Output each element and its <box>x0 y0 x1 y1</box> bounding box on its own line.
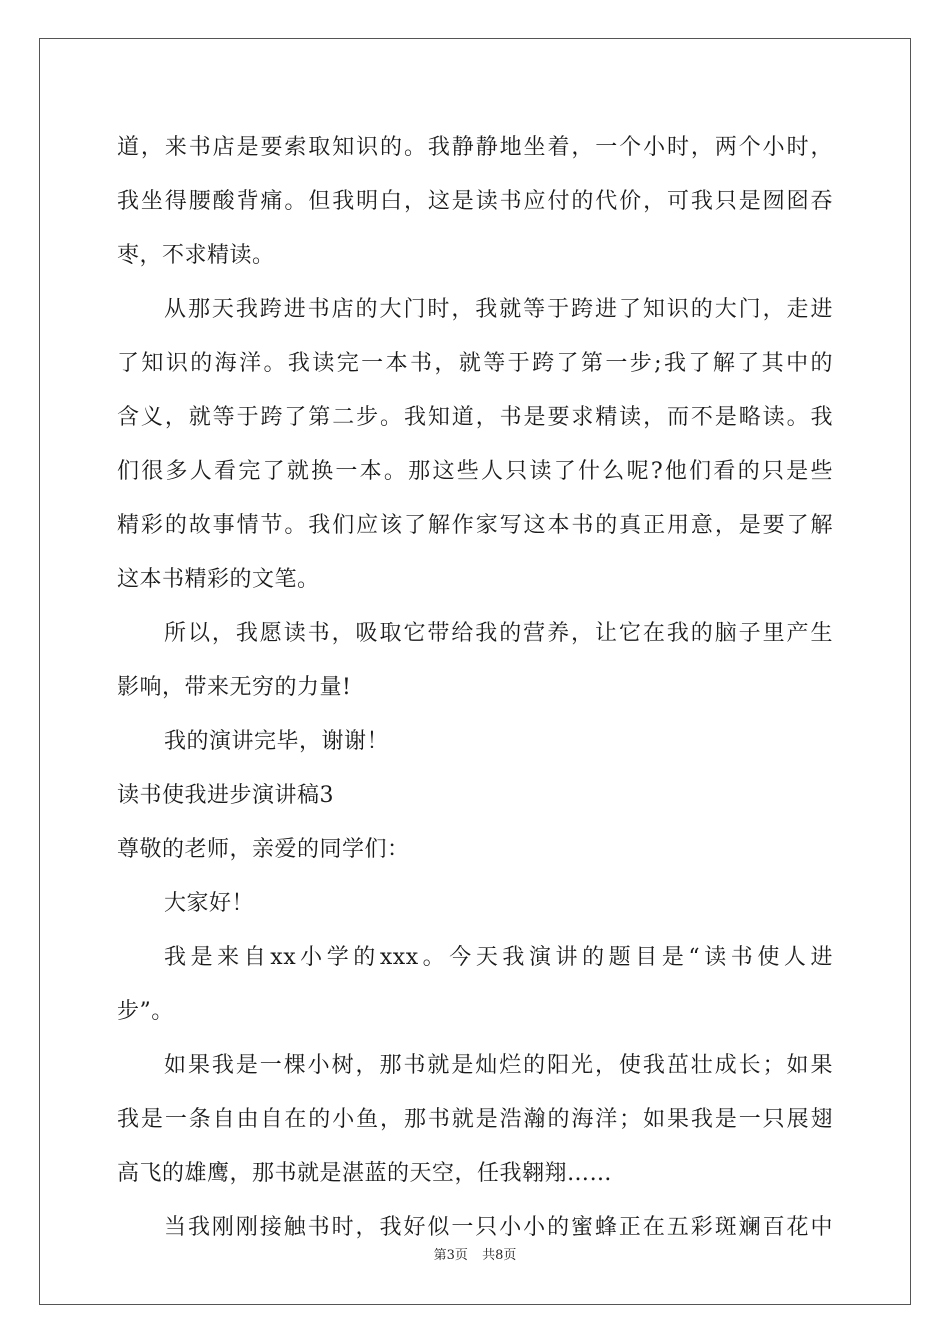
paragraph-start: 我是来自xx小学的xxx。今天我演讲的题目是“读书使人进 <box>164 945 833 970</box>
paragraph-start: 如果我是一棵小树，那书就是灿烂的阳光，使我茁壮成长；如果 <box>164 1053 833 1078</box>
text-line: 我坐得腰酸背痛。但我明白，这是读书应付的代价，可我只是囫囵吞 <box>117 189 833 214</box>
page-number: 第3页 <box>433 1248 468 1263</box>
document-body <box>117 121 833 1255</box>
page-total: 共8页 <box>482 1248 517 1263</box>
text-line: 高飞的雄鹰，那书就是湛蓝的天空，任我翱翔…… <box>117 1161 613 1186</box>
text-line: 道，来书店是要索取知识的。我静静地坐着，一个小时，两个小时， <box>117 135 833 160</box>
closing-line: 我的演讲完毕，谢谢！ <box>164 729 390 754</box>
text-line: 这本书精彩的文笔。 <box>117 567 320 592</box>
text-line: 我是一条自由自在的小鱼，那书就是浩瀚的海洋；如果我是一只展翅 <box>117 1107 833 1132</box>
paragraph-start: 当我刚刚接触书时，我好似一只小小的蜜蜂正在五彩斑斓百花中 <box>164 1215 833 1240</box>
text-line: 了知识的海洋。我读完一本书，就等于跨了第一步;我了解了其中的 <box>117 351 833 376</box>
salutation: 尊敬的老师，亲爱的同学们： <box>117 837 410 862</box>
paragraph-start: 所以，我愿读书，吸取它带给我的营养，让它在我的脑子里产生 <box>164 621 833 646</box>
paragraph-start: 从那天我跨进书店的大门时，我就等于跨进了知识的大门，走进 <box>164 297 833 322</box>
text-line: 影响，带来无穷的力量! <box>117 675 352 700</box>
text-line: 们很多人看完了就换一本。那这些人只读了什么呢?他们看的只是些 <box>117 459 833 484</box>
text-line: 精彩的故事情节。我们应该了解作家写这本书的真正用意，是要了解 <box>117 513 833 538</box>
text-line: 枣，不求精读。 <box>117 243 275 268</box>
greeting: 大家好！ <box>164 891 255 916</box>
text-line: 步”。 <box>117 999 174 1024</box>
section-title: 读书使我进步演讲稿3 <box>117 783 334 808</box>
text-line: 含义，就等于跨了第二步。我知道，书是要求精读，而不是略读。我 <box>117 405 833 430</box>
page-footer <box>0 1244 950 1263</box>
